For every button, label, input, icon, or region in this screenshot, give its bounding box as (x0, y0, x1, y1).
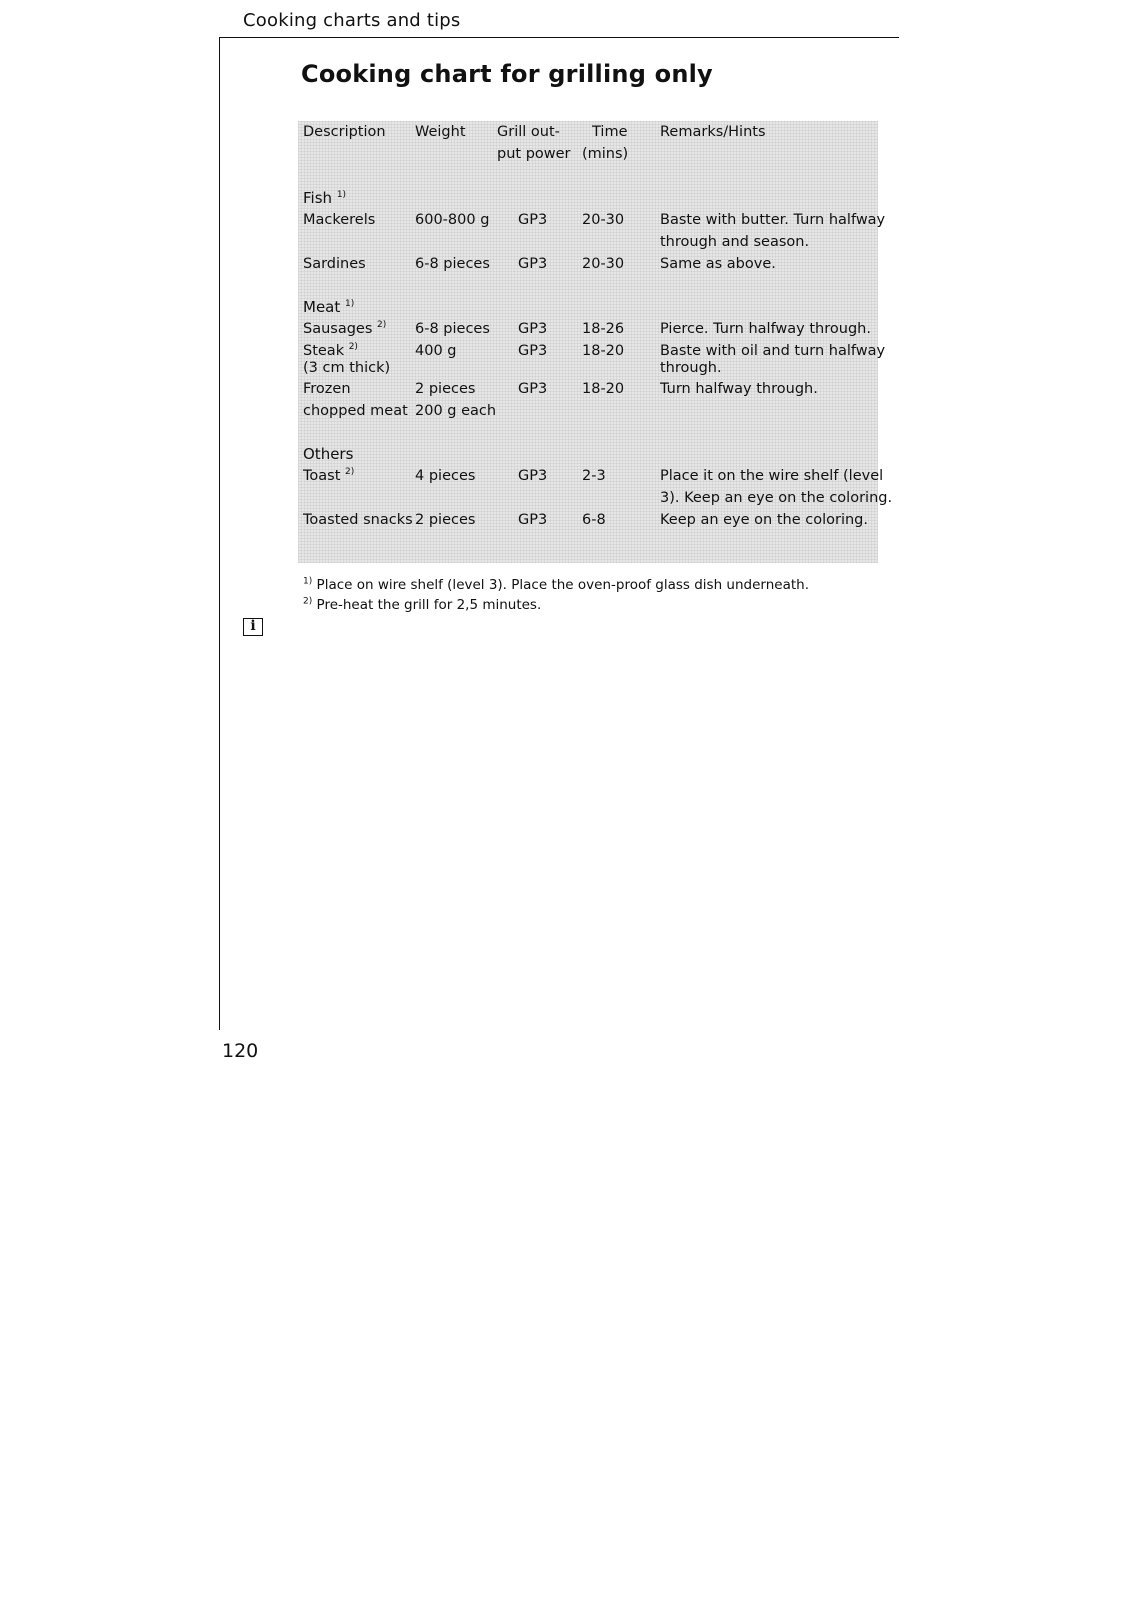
row-description: Sausages $^{2)}$ (303, 320, 387, 337)
row-time: 20-30 (582, 256, 625, 272)
page-number: 120 (222, 1040, 259, 1062)
row-weight: 4 pieces (415, 468, 476, 484)
row-remarks: Keep an eye on the coloring. (660, 512, 868, 528)
row-power: GP3 (518, 468, 548, 484)
footnote-ref: 1) (345, 299, 355, 309)
row-description: Steak $^{2)}$ (303, 342, 358, 359)
row-weight: 400 g (415, 343, 457, 359)
row-time: 2-3 (582, 468, 606, 484)
footnote-1: $^{1)}$ Place on wire shelf (level 3). Place the oven-proof glass dish underneath. (303, 576, 809, 593)
row-description-line2: chopped meat (303, 403, 408, 419)
row-remarks-line2: 3). Keep an eye on the coloring. (660, 490, 893, 506)
row-remarks: Baste with butter. Turn halfway (660, 212, 886, 228)
row-time: 18-20 (582, 343, 625, 359)
footnote-2: $^{2)}$ Pre-heat the grill for 2,5 minutes. (303, 596, 542, 613)
chart-title: Cooking chart for grilling only (301, 60, 713, 88)
row-weight: 2 pieces (415, 381, 476, 397)
row-description: Toast $^{2)}$ (303, 467, 355, 484)
col-header-time-line2: (mins) (582, 146, 629, 162)
row-weight: 2 pieces (415, 512, 476, 528)
col-header-description: Description (303, 124, 386, 140)
row-power: GP3 (518, 381, 548, 397)
row-weight: 6-8 pieces (415, 321, 490, 337)
row-description: Mackerels (303, 212, 376, 228)
row-power: GP3 (518, 512, 548, 528)
group-label-meat: Meat $^{1)}$ (303, 298, 355, 316)
footnote-ref: 2) (348, 342, 358, 353)
row-description: Frozen (303, 381, 351, 397)
row-description: Toasted snacks (303, 512, 413, 528)
footnote-ref: 1) (336, 190, 347, 200)
row-weight-line2: 200 g each (415, 403, 497, 419)
info-icon: i (243, 618, 263, 636)
top-divider (219, 37, 899, 38)
row-weight: 600-800 g (415, 212, 490, 228)
col-header-power-line2: put power (497, 146, 571, 162)
row-time: 18-26 (582, 321, 625, 337)
row-power: GP3 (518, 256, 548, 272)
row-remarks-line2: through and season. (660, 234, 810, 250)
row-remarks: Place it on the wire shelf (level (660, 468, 884, 484)
group-label-fish: Fish $^{1)}$ (303, 189, 347, 207)
row-remarks: Pierce. Turn halfway through. (660, 321, 871, 337)
col-header-remarks: Remarks/Hints (660, 124, 766, 140)
row-time: 18-20 (582, 381, 625, 397)
row-description-line2: (3 cm thick) (303, 360, 391, 376)
col-header-weight: Weight (415, 124, 466, 140)
row-power: GP3 (518, 343, 548, 359)
group-label-others: Others (303, 445, 354, 463)
row-weight: 6-8 pieces (415, 256, 490, 272)
footnote-ref: 2) (377, 320, 387, 331)
section-title: Cooking charts and tips (243, 10, 461, 31)
row-time: 6-8 (582, 512, 606, 528)
footnote-ref: 2) (345, 467, 355, 478)
row-remarks: Turn halfway through. (660, 381, 818, 397)
row-power: GP3 (518, 321, 548, 337)
row-power: GP3 (518, 212, 548, 228)
left-margin-rule (219, 37, 220, 1030)
row-remarks: Same as above. (660, 256, 776, 272)
row-remarks: Baste with oil and turn halfway (660, 343, 886, 359)
col-header-time: Time (592, 124, 628, 140)
row-description: Sardines (303, 256, 366, 272)
row-time: 20-30 (582, 212, 625, 228)
col-header-power: Grill out- (497, 124, 560, 140)
row-remarks-line2: through. (660, 360, 722, 376)
